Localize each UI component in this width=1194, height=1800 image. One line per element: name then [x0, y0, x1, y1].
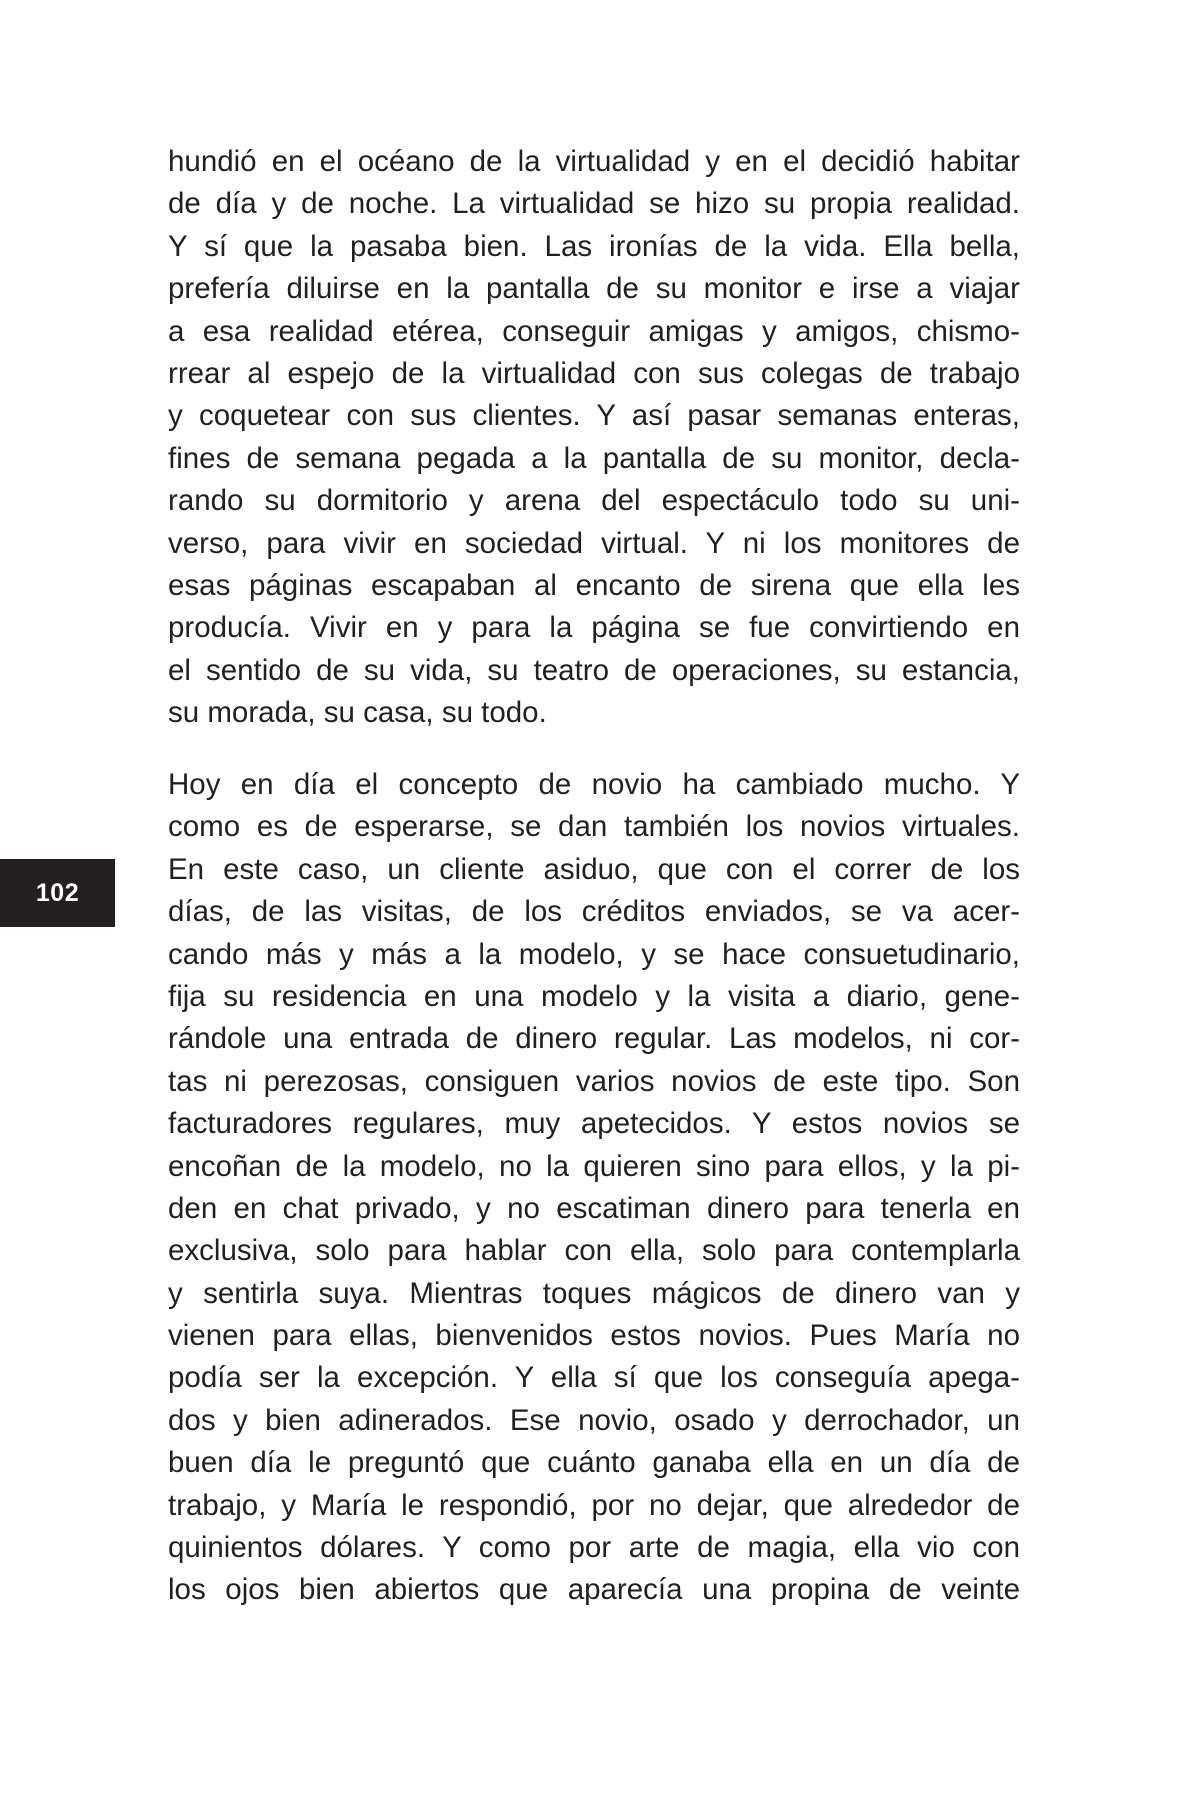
text-line: y sentirla suya. Mientras toques mágicos de dinero van y	[168, 1276, 1020, 1310]
text-line: vienen para ellas, bienvenidos estos novios. Pues María no	[168, 1319, 1020, 1353]
text-line: hundió en el océano de la virtualidad y en el decidió habitar	[168, 145, 1020, 178]
paragraph-2	[168, 764, 1020, 1612]
text-line: producía. Vivir en y para la página se fue convirtiendo en	[168, 611, 1020, 645]
text-line: tas ni perezosas, consiguen varios novios de este tipo. Son	[168, 1064, 1020, 1098]
text-line: cando más y más a la modelo, y se hace consuetudinario,	[168, 937, 1020, 971]
text-line: quinientos dólares. Y como por arte de magia, ella vio con	[168, 1531, 1020, 1565]
text-line: días, de las visitas, de los créditos enviados, se va acer-	[168, 895, 1020, 929]
page-number: 102	[35, 878, 80, 907]
text-line: prefería diluirse en la pantalla de su monitor e irse a viajar	[168, 272, 1020, 306]
text-line: Hoy en día el concepto de novio ha cambiado mucho. Y	[168, 768, 1020, 801]
text-line: verso, para vivir en sociedad virtual. Y ni los monitores de	[168, 526, 1020, 560]
text-line: encoñan de la modelo, no la quieren sino para ellos, y la pi-	[168, 1149, 1020, 1183]
text-line: los ojos bien abiertos que aparecía una propina de veinte	[168, 1573, 1020, 1607]
text-line: como es de esperarse, se dan también los novios virtuales.	[168, 810, 1020, 844]
text-line: facturadores regulares, muy apetecidos. Y estos novios se	[168, 1107, 1020, 1141]
paragraph-1	[168, 141, 1020, 734]
text-line: trabajo, y María le respondió, por no dejar, que alrededor de	[168, 1488, 1020, 1522]
text-line: rando su dormitorio y arena del espectáculo todo su uni-	[168, 484, 1020, 518]
text-line: den en chat privado, y no escatiman dinero para tenerla en	[168, 1191, 1020, 1225]
text-line: podía ser la excepción. Y ella sí que los conseguía apega-	[168, 1361, 1020, 1395]
text-line: el sentido de su vida, su teatro de operaciones, su estancia,	[168, 653, 1020, 687]
text-line: rándole una entrada de dinero regular. Las modelos, ni cor-	[168, 1022, 1020, 1056]
text-line: de día y de noche. La virtualidad se hizo su propia realidad.	[168, 187, 1020, 221]
text-line: a esa realidad etérea, conseguir amigas y amigos, chismo-	[168, 314, 1020, 348]
text-line: En este caso, un cliente asiduo, que con el correr de los	[168, 852, 1020, 886]
text-line: buen día le preguntó que cuánto ganaba ella en un día de	[168, 1446, 1020, 1480]
text-line: y coquetear con sus clientes. Y así pasar semanas enteras,	[168, 399, 1020, 433]
text-line: exclusiva, solo para hablar con ella, solo para contemplarla	[168, 1234, 1020, 1268]
text-line: rrear al espejo de la virtualidad con sus colegas de trabajo	[168, 356, 1020, 390]
text-line: su morada, su casa, su todo.	[168, 696, 547, 730]
text-line: fines de semana pegada a la pantalla de su monitor, decla-	[168, 441, 1020, 475]
text-line: esas páginas escapaban al encanto de sirena que ella les	[168, 568, 1020, 602]
text-line: dos y bien adinerados. Ese novio, osado y derrochador, un	[168, 1403, 1020, 1437]
text-line: Y sí que la pasaba bien. Las ironías de la vida. Ella bella,	[168, 229, 1020, 263]
text-line: fija su residencia en una modelo y la visita a diario, gene-	[168, 979, 1020, 1013]
page-number-tab	[0, 859, 115, 927]
